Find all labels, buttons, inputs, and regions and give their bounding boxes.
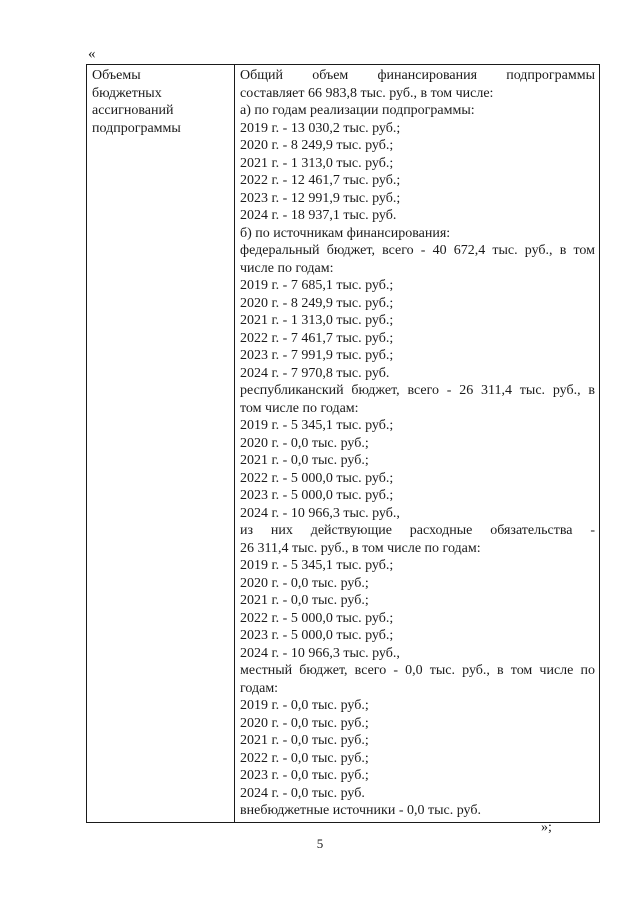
funding-line: 2024 г. - 7 970,8 тыс. руб.	[240, 365, 390, 381]
funding-line: 2023 г. - 5 000,0 тыс. руб.;	[240, 488, 394, 503]
row-header-cell	[87, 65, 235, 823]
opening-quote-mark: «	[88, 46, 96, 62]
funding-line: внебюджетные источники - 0,0 тыс. руб.	[240, 803, 481, 818]
funding-line: 2024 г. - 10 966,3 тыс. руб.,	[240, 505, 400, 521]
row-header-line: подпрограммы	[92, 120, 181, 136]
funding-line: 26 311,4 тыс. руб., в том числе по годам:	[240, 540, 481, 556]
funding-details-cell	[235, 65, 600, 823]
page-number: 5	[316, 836, 324, 851]
funding-line: том числе по годам:	[240, 400, 359, 416]
funding-line: 2021 г. - 1 313,0 тыс. руб.;	[240, 155, 394, 171]
funding-line: 2022 г. - 0,0 тыс. руб.;	[240, 750, 369, 766]
funding-line: б) по источникам финансирования:	[240, 225, 451, 241]
funding-line: 2024 г. - 18 937,1 тыс. руб.	[240, 208, 397, 223]
funding-line: 2019 г. - 13 030,2 тыс. руб.;	[240, 120, 401, 136]
funding-line: 2021 г. - 0,0 тыс. руб.;	[240, 453, 369, 468]
funding-line: 2021 г. - 0,0 тыс. руб.;	[240, 593, 369, 608]
funding-line: из них действующие расходные обязательства -	[240, 523, 595, 538]
row-header-line: ассигнований	[92, 103, 174, 118]
funding-line: 2021 г. - 0,0 тыс. руб.;	[240, 733, 369, 748]
funding-line: 2022 г. - 7 461,7 тыс. руб.;	[240, 330, 394, 346]
closing-quote-mark: »;	[541, 820, 552, 835]
row-header-line: бюджетных	[92, 85, 162, 101]
funding-line: 2023 г. - 7 991,9 тыс. руб.;	[240, 348, 394, 363]
funding-line: 2019 г. - 5 345,1 тыс. руб.;	[240, 558, 394, 573]
row-header-line: Объемы	[92, 68, 141, 83]
funding-line: годам:	[240, 680, 279, 696]
funding-line: Общий объем финансирования подпрограммы	[240, 68, 595, 83]
funding-line: 2023 г. - 0,0 тыс. руб.;	[240, 768, 369, 783]
funding-line: 2022 г. - 5 000,0 тыс. руб.;	[240, 470, 394, 486]
funding-line: 2023 г. - 12 991,9 тыс. руб.;	[240, 190, 401, 206]
funding-line: а) по годам реализации подпрограммы:	[240, 103, 475, 118]
funding-line: числе по годам:	[240, 260, 334, 276]
funding-line: 2020 г. - 8 249,9 тыс. руб.;	[240, 138, 394, 153]
funding-line: 2020 г. - 8 249,9 тыс. руб.;	[240, 295, 394, 311]
funding-line: 2021 г. - 1 313,0 тыс. руб.;	[240, 313, 394, 328]
funding-line: федеральный бюджет, всего - 40 672,4 тыс. руб., в том	[240, 243, 595, 258]
funding-line: 2019 г. - 5 345,1 тыс. руб.;	[240, 418, 394, 433]
funding-line: 2020 г. - 0,0 тыс. руб.;	[240, 715, 369, 731]
funding-line: 2022 г. - 12 461,7 тыс. руб.;	[240, 173, 401, 188]
funding-line: 2022 г. - 5 000,0 тыс. руб.;	[240, 610, 394, 626]
funding-line: 2024 г. - 10 966,3 тыс. руб.,	[240, 645, 400, 661]
funding-line: составляет 66 983,8 тыс. руб., в том числе:	[240, 85, 494, 101]
funding-line: местный бюджет, всего - 0,0 тыс. руб., в том числе по	[240, 663, 595, 678]
funding-line: 2019 г. - 0,0 тыс. руб.;	[240, 698, 369, 713]
table-row	[87, 65, 600, 823]
funding-line: 2020 г. - 0,0 тыс. руб.;	[240, 575, 369, 591]
funding-line: 2019 г. - 7 685,1 тыс. руб.;	[240, 278, 394, 293]
funding-line: 2023 г. - 5 000,0 тыс. руб.;	[240, 628, 394, 643]
budget-allocations-table	[86, 64, 600, 823]
funding-line: республиканский бюджет, всего - 26 311,4 тыс. руб., в	[240, 383, 595, 398]
funding-line: 2024 г. - 0,0 тыс. руб.	[240, 785, 365, 801]
funding-line: 2020 г. - 0,0 тыс. руб.;	[240, 435, 369, 451]
